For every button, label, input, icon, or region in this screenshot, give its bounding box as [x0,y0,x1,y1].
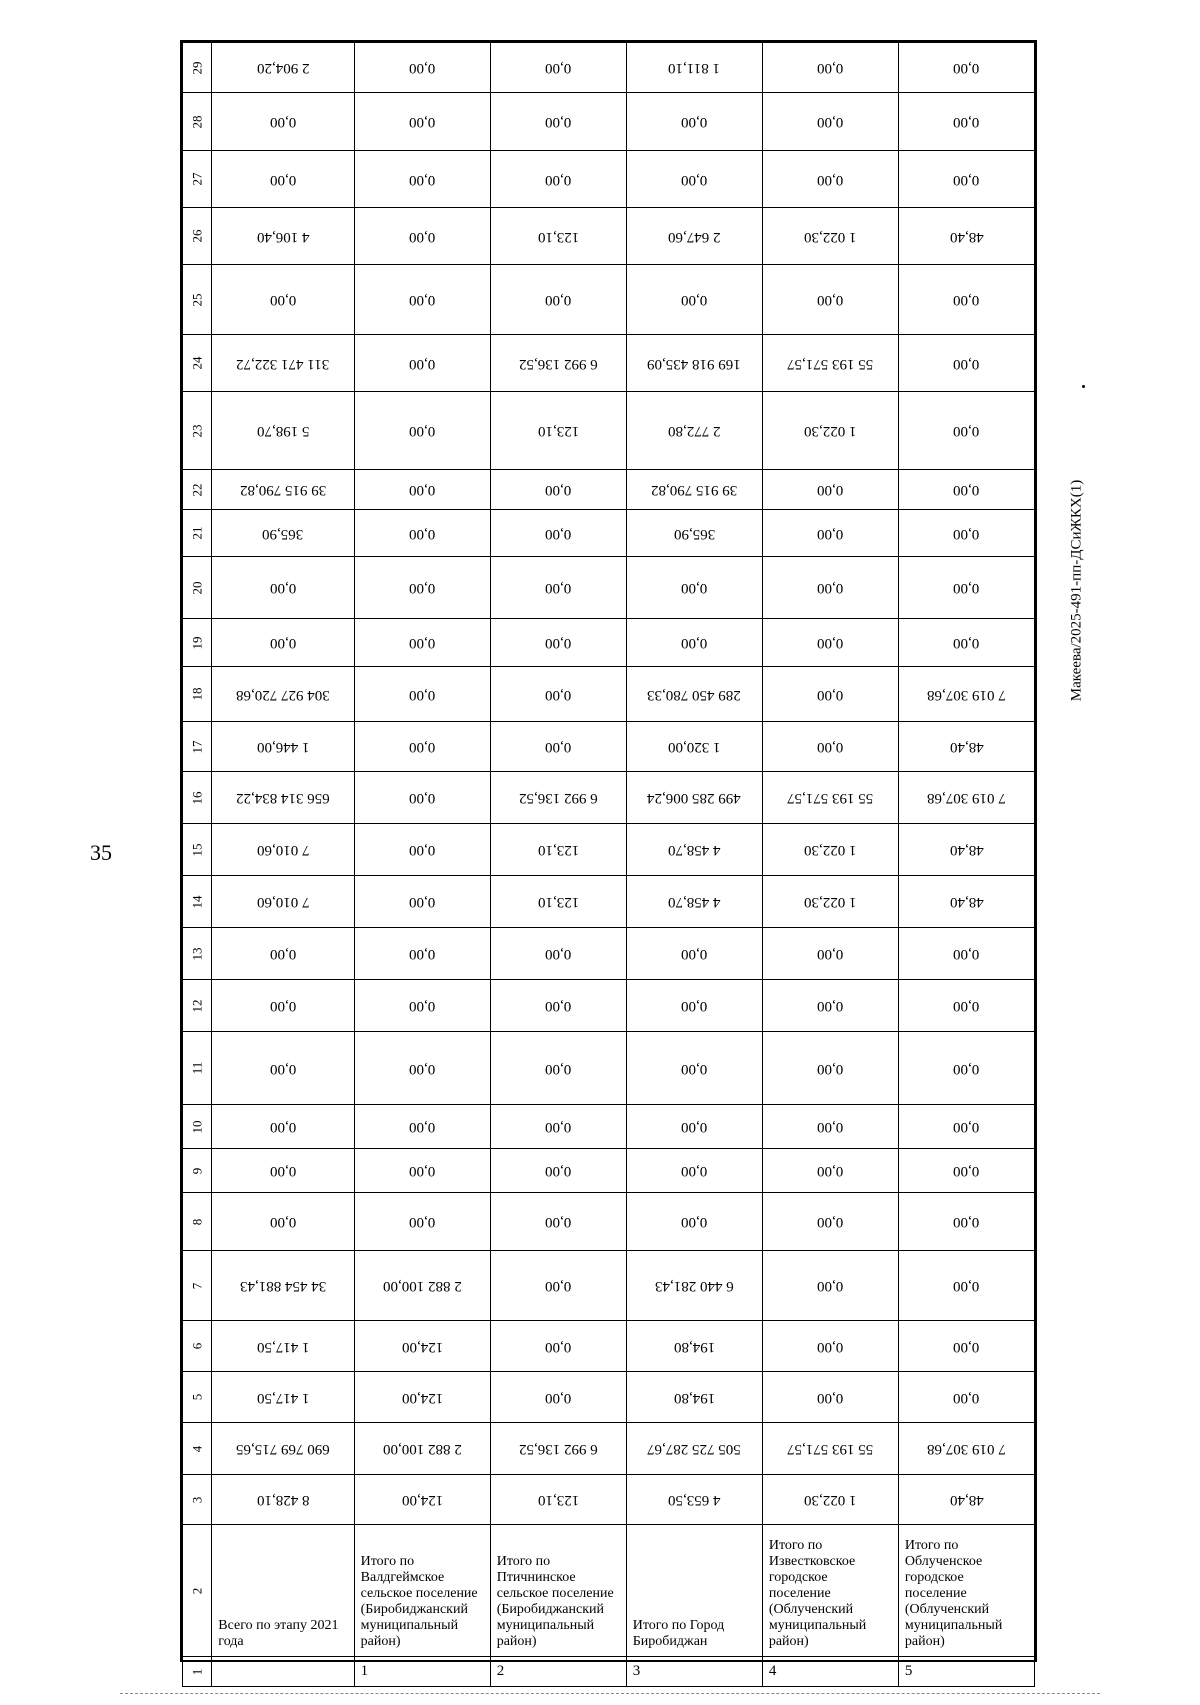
table-cell: 0,00 [354,1032,490,1105]
table-cell: 2 882 100,00 [354,1423,490,1475]
table-cell: 0,00 [626,980,762,1032]
table-cell: 311 471 322,72 [212,335,354,392]
table-cell: 0,00 [212,980,354,1032]
table-cell: 0,00 [490,151,626,208]
table-cell: 0,00 [762,510,898,557]
column-number: 27 [183,151,212,208]
column-number: 19 [183,619,212,667]
table-cell: 0,00 [762,265,898,335]
table-cell: 0,00 [898,392,1034,470]
table-cell: 0,00 [490,980,626,1032]
column-number: 5 [183,1372,212,1423]
table-cell: 0,00 [354,151,490,208]
table-cell: 0,00 [626,151,762,208]
table-cell: 0,00 [762,980,898,1032]
table-cell: 48,40 [898,876,1034,928]
table-cell: 0,00 [490,470,626,510]
table-cell: 0,00 [212,1193,354,1251]
row-index: 5 [898,1657,1034,1687]
column-number: 6 [183,1321,212,1372]
table-cell: 48,40 [898,824,1034,876]
document-reference: Макеева/2025-491-пп-ДСиЖКХ(1) [1068,479,1085,701]
table-cell: 304 927 720,68 [212,667,354,722]
table-cell: 0,00 [354,93,490,151]
column-number: 1 [183,1657,212,1687]
table-cell: 0,00 [762,928,898,980]
table-cell: 123,10 [490,824,626,876]
table-cell: 123,10 [490,392,626,470]
table-cell: 0,00 [762,1149,898,1193]
table-cell: 0,00 [354,470,490,510]
table-cell: 4 458,70 [626,876,762,928]
table-cell: 0,00 [898,1105,1034,1149]
table-cell: 0,00 [354,557,490,619]
table-cell: 0,00 [354,335,490,392]
table-cell: 0,00 [212,1032,354,1105]
table-cell: 194,80 [626,1372,762,1423]
table-cell: 0,00 [354,208,490,265]
table-cell: 0,00 [762,43,898,93]
table-cell: 0,00 [626,93,762,151]
column-number: 21 [183,510,212,557]
row-index [212,1657,354,1687]
scan-edge [120,1693,1100,1694]
table-cell: 0,00 [898,928,1034,980]
table-cell: 0,00 [354,772,490,824]
table-cell: 0,00 [212,1149,354,1193]
row-label: Всего по этапу 2021 года [212,1525,354,1657]
table-cell: 0,00 [898,335,1034,392]
row-label: Итого по Валдгеймское сельское поселение (Биробиджанский муниципальный район) [354,1525,490,1657]
table-cell: 0,00 [354,1105,490,1149]
table-cell: 1 022,30 [762,208,898,265]
table-cell: 0,00 [898,980,1034,1032]
table-cell: 55 193 571,57 [762,335,898,392]
table-cell: 0,00 [490,1193,626,1251]
table-cell: 0,00 [762,722,898,772]
table-cell: 0,00 [762,151,898,208]
table-cell: 1 811,10 [626,43,762,93]
table-cell: 2 772,80 [626,392,762,470]
table-cell: 123,10 [490,1475,626,1525]
table-cell: 0,00 [626,1105,762,1149]
column-number: 12 [183,980,212,1032]
table-cell: 1 446,00 [212,722,354,772]
table-cell: 1 417,50 [212,1321,354,1372]
table-cell: 0,00 [898,93,1034,151]
table-cell: 0,00 [490,557,626,619]
table-cell: 0,00 [626,928,762,980]
table-cell: 0,00 [898,1251,1034,1321]
table-cell: 124,00 [354,1475,490,1525]
column-number: 11 [183,1032,212,1105]
table-cell: 55 193 571,57 [762,772,898,824]
row-label: Итого по Птичнинское сельское поселение (Биробиджанский муниципальный район) [490,1525,626,1657]
table-cell: 0,00 [490,667,626,722]
table-cell: 0,00 [626,265,762,335]
table-cell: 0,00 [898,1032,1034,1105]
table-cell: 0,00 [490,722,626,772]
table-cell: 0,00 [354,928,490,980]
table-cell: 124,00 [354,1321,490,1372]
table-cell: 690 769 715,65 [212,1423,354,1475]
column-number: 22 [183,470,212,510]
stray-mark [1082,385,1085,388]
table-cell: 194,80 [626,1321,762,1372]
table-cell: 0,00 [490,1149,626,1193]
table-cell: 123,10 [490,208,626,265]
table-cell: 505 725 287,67 [626,1423,762,1475]
table-cell: 0,00 [762,1105,898,1149]
table-cell: 0,00 [898,1321,1034,1372]
table-cell: 289 450 780,33 [626,667,762,722]
column-number: 15 [183,824,212,876]
table-cell: 0,00 [212,151,354,208]
table-cell: 7 010,60 [212,824,354,876]
table-cell: 656 314 834,22 [212,772,354,824]
table-cell: 48,40 [898,1475,1034,1525]
table-cell: 7 010,60 [212,876,354,928]
table-cell: 0,00 [212,1105,354,1149]
table-cell: 0,00 [490,265,626,335]
table-cell: 6 992 136,52 [490,335,626,392]
table-cell: 0,00 [898,619,1034,667]
table-cell: 0,00 [490,1251,626,1321]
table-cell: 1 022,30 [762,1475,898,1525]
table-cell: 499 285 006,24 [626,772,762,824]
table-cell: 0,00 [762,1321,898,1372]
table-cell: 0,00 [354,824,490,876]
table-cell: 8 428,10 [212,1475,354,1525]
column-number: 28 [183,93,212,151]
table-cell: 0,00 [490,43,626,93]
table-cell: 0,00 [762,1251,898,1321]
table-cell: 4 458,70 [626,824,762,876]
column-number: 9 [183,1149,212,1193]
column-number: 24 [183,335,212,392]
table-cell: 0,00 [354,619,490,667]
table-cell: 123,10 [490,876,626,928]
table-cell: 0,00 [762,470,898,510]
table-cell: 0,00 [354,392,490,470]
table-cell: 0,00 [354,876,490,928]
table-cell: 7 019 307,68 [898,772,1034,824]
table-cell: 0,00 [626,1193,762,1251]
table-cell: 0,00 [762,557,898,619]
table-cell: 0,00 [898,1149,1034,1193]
table-cell: 7 019 307,68 [898,667,1034,722]
table-cell: 2 882 100,00 [354,1251,490,1321]
table-cell: 0,00 [212,928,354,980]
table-cell: 0,00 [490,93,626,151]
table-cell: 0,00 [898,151,1034,208]
table-cell: 1 320,00 [626,722,762,772]
table-cell: 0,00 [898,470,1034,510]
column-number: 7 [183,1251,212,1321]
column-number: 26 [183,208,212,265]
column-number: 18 [183,667,212,722]
row-label: Итого по Облученское городское поселение (Облученский муниципальный район) [898,1525,1034,1657]
column-number: 13 [183,928,212,980]
table-cell: 0,00 [212,557,354,619]
table-cell: 0,00 [354,1149,490,1193]
table-cell: 169 918 435,09 [626,335,762,392]
column-number: 20 [183,557,212,619]
table-cell: 0,00 [626,557,762,619]
table-cell: 4 106,40 [212,208,354,265]
table-cell: 1 022,30 [762,392,898,470]
table-cell: 2 647,60 [626,208,762,265]
table-cell: 0,00 [490,619,626,667]
table-cell: 1 417,50 [212,1372,354,1423]
column-number: 17 [183,722,212,772]
table-cell: 34 454 881,43 [212,1251,354,1321]
table-cell: 0,00 [762,1032,898,1105]
table-cell: 0,00 [762,93,898,151]
table-cell: 4 653,50 [626,1475,762,1525]
column-number: 10 [183,1105,212,1149]
column-number: 14 [183,876,212,928]
table-cell: 0,00 [354,510,490,557]
table-cell: 0,00 [626,1032,762,1105]
table-cell: 5 198,70 [212,392,354,470]
table-cell: 365,90 [212,510,354,557]
row-index: 2 [490,1657,626,1687]
column-number: 23 [183,392,212,470]
table-cell: 0,00 [212,265,354,335]
table-cell: 55 193 571,57 [762,1423,898,1475]
table-cell: 0,00 [762,619,898,667]
column-number: 3 [183,1475,212,1525]
table-cell: 0,00 [354,1193,490,1251]
table-cell: 39 915 790,82 [626,470,762,510]
column-number: 25 [183,265,212,335]
table-cell: 0,00 [762,1193,898,1251]
column-number: 2 [183,1525,212,1657]
table-cell: 0,00 [898,510,1034,557]
table-cell: 365,90 [626,510,762,557]
table-cell: 0,00 [354,667,490,722]
table-cell: 1 022,30 [762,824,898,876]
data-table [180,40,1037,1679]
column-number: 8 [183,1193,212,1251]
table-cell: 0,00 [490,928,626,980]
table-cell: 0,00 [898,1372,1034,1423]
table-cell: 0,00 [354,980,490,1032]
table-cell: 6 440 281,43 [626,1251,762,1321]
table-cell: 0,00 [762,1372,898,1423]
table-cell: 6 992 136,52 [490,772,626,824]
column-number: 16 [183,772,212,824]
column-number: 29 [183,43,212,93]
table-cell: 0,00 [626,1149,762,1193]
table-cell: 2 904,20 [212,43,354,93]
table-cell: 0,00 [490,510,626,557]
page-number: 35 [90,840,112,865]
table-cell: 0,00 [354,43,490,93]
row-index: 3 [626,1657,762,1687]
table-cell: 0,00 [354,265,490,335]
table-cell: 48,40 [898,722,1034,772]
table-cell: 0,00 [490,1032,626,1105]
table-cell: 48,40 [898,208,1034,265]
table-cell: 0,00 [212,619,354,667]
table-cell: 0,00 [898,1193,1034,1251]
row-index: 4 [762,1657,898,1687]
table-cell: 39 915 790,82 [212,470,354,510]
table-cell: 0,00 [898,557,1034,619]
table-cell: 0,00 [354,722,490,772]
table-cell: 0,00 [212,93,354,151]
table-cell: 124,00 [354,1372,490,1423]
row-index: 1 [354,1657,490,1687]
column-number: 4 [183,1423,212,1475]
row-label: Итого по Город Биробиджан [626,1525,762,1657]
table-cell: 6 992 136,52 [490,1423,626,1475]
table-cell: 0,00 [490,1372,626,1423]
table-cell: 0,00 [626,619,762,667]
row-label: Итого по Известковское городское поселение (Облученский муниципальный район) [762,1525,898,1657]
table-cell: 0,00 [898,43,1034,93]
table-cell: 0,00 [490,1321,626,1372]
table-cell: 1 022,30 [762,876,898,928]
table-cell: 0,00 [898,265,1034,335]
table-cell: 7 019 307,68 [898,1423,1034,1475]
table-cell: 0,00 [490,1105,626,1149]
table-cell: 0,00 [762,667,898,722]
